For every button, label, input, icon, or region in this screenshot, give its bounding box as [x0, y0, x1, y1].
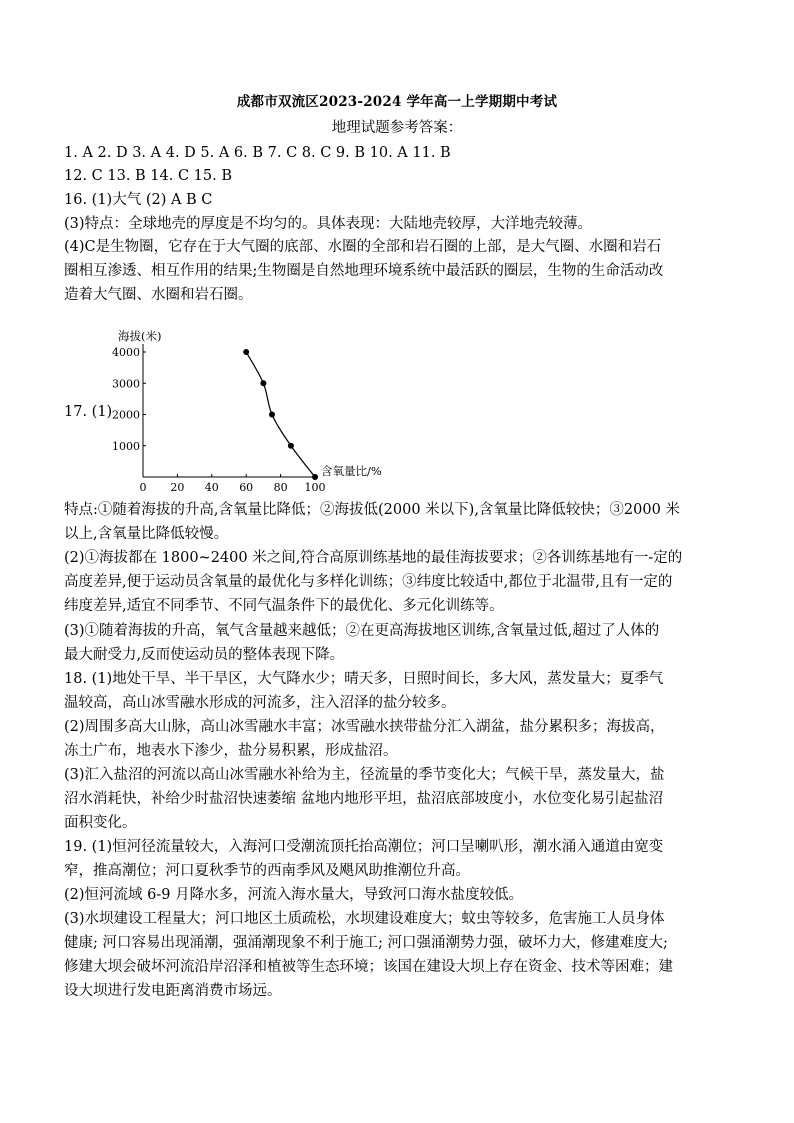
answer-line: 18. (1)地处干旱、半干旱区，大气降水少；晴天多，日照时间长，多大风，蒸发量大；夏季气 [64, 671, 664, 687]
answer-line: 面积变化。 [64, 815, 137, 831]
answer-line: 圈相互渗透、相互作用的结果;生物圈是自然地理环境系统中最活跃的圈层，生物的生命活动改 [64, 263, 664, 279]
answer-line: 造着大气圈、水圈和岩石圈。 [64, 287, 253, 303]
answer-line: (2)周围多高大山脉，高山冰雪融水丰富；冰雪融水挟带盐分汇入湖盆，盐分累积多；海拔高， [64, 719, 665, 735]
answer-line: 修建大坝会破坏河流沿岸沼泽和植被等生态环境；该国在建设大坝上存在资金、技术等困难；建 [64, 959, 673, 975]
answer-line: (4)C是生物圈，它存在于大气圈的底部、水圈的全部和岩石圈的上部，是大气圈、水圈和岩石 [64, 239, 662, 255]
answer-line: 高度差异,便于运动员含氧量的最优化与多样化训练；③纬度比较适中,都位于北温带,且有一定的 [64, 574, 673, 590]
answer-line: 以上,含氧量比降低较慢。 [64, 526, 229, 542]
x-tick-label: 80 [273, 481, 288, 494]
document-title: 成都市双流区2023-2024 学年高一上学期期中考试 [236, 94, 558, 110]
x-tick-label: 100 [304, 481, 326, 494]
answer-line: 19. (1)恒河径流量较大，入海河口受潮流顶托抬高潮位；河口呈喇叭形，潮水涌入通道由宽变 [64, 839, 664, 855]
answer-line: 温较高，高山冰雪融水形成的河流多，注入沼泽的盐分较多。 [64, 695, 456, 711]
x-tick-label: 0 [139, 481, 147, 494]
answer-line: (3)①随着海拔的升高，氧气含量越来越低；②在更高海拔地区训练,含氧量过低,超过了人体的 [64, 623, 660, 639]
y-tick-label: 4000 [112, 346, 140, 359]
answer-line: (3)特点：全球地壳的厚度是不均匀的。具体表现：大陆地壳较厚，大洋地壳较薄。 [64, 216, 593, 232]
y-axis-label: 海拔(米) [118, 329, 162, 343]
x-tick-label: 20 [170, 481, 185, 494]
answer-line: 冻土广布，地表水下渗少，盐分易积累，形成盐沼。 [64, 743, 398, 759]
answer-line: 特点:①随着海拔的升高,含氧量比降低；②海拔低(2000 米以下),含氧量比降低较快；③2000 米 [64, 502, 680, 518]
question-17-label: 17. (1) [64, 404, 113, 420]
series-line [246, 352, 315, 477]
answer-line: 16. (1)大气 (2) A B C [64, 192, 213, 208]
data-point [312, 474, 318, 480]
x-axis-label: 含氧量比/% [321, 464, 382, 478]
data-point [243, 349, 249, 355]
answer-line: 窄，推高潮位；河口夏秋季节的西南季风及飓风助推潮位升高。 [64, 863, 470, 879]
data-point [288, 443, 294, 449]
answer-line: 健康; 河口容易出现涌潮，强涌潮现象不利于施工; 河口强涌潮势力强，破坏力大，修建难度大; [64, 935, 668, 951]
answer-line: 纬度差异,适宜不同季节、不同气温条件下的最优化、多元化训练等。 [64, 598, 504, 614]
answer-line: 设大坝进行发电距离消费市场远。 [64, 983, 282, 999]
altitude-oxygen-chart [110, 328, 382, 500]
answer-line: 12. C 13. B 14. C 15. B [64, 168, 233, 184]
answer-line: 1. A 2. D 3. A 4. D 5. A 6. B 7. C 8. C 9. B 10. A 11. B [64, 145, 451, 161]
answer-line: 最大耐受力,反而使运动员的整体表现下降。 [64, 647, 345, 663]
data-point [260, 380, 266, 386]
x-tick-label: 40 [204, 481, 219, 494]
answer-line: (3)汇入盐沼的河流以高山冰雪融水补给为主，径流量的季节变化大；气候干旱，蒸发量大，盐 [64, 767, 665, 783]
answer-line: 沼水消耗快，补给少时盐沼快速萎缩 盆地内地形平坦，盐沼底部坡度小，水位变化易引起盐沼 [64, 791, 664, 807]
answer-line: (3)水坝建设工程量大；河口地区土质疏松，水坝建设难度大；蚊虫等较多，危害施工人员身体 [64, 911, 665, 927]
answer-line: (2)恒河流域 6-9 月降水多，河流入海水量大，导致河口海水盐度较低。 [64, 887, 524, 903]
y-tick-label: 3000 [112, 377, 140, 391]
x-tick-label: 60 [239, 481, 254, 494]
y-tick-label: 2000 [112, 408, 140, 422]
y-tick-label: 1000 [112, 439, 140, 453]
data-point [269, 412, 275, 418]
answer-line: (2)①海拔都在 1800~2400 米之间,符合高原训练基地的最佳海拔要求；②各训练基地有一-定的 [64, 550, 683, 566]
document-subtitle: 地理试题参考答案： [331, 120, 463, 136]
